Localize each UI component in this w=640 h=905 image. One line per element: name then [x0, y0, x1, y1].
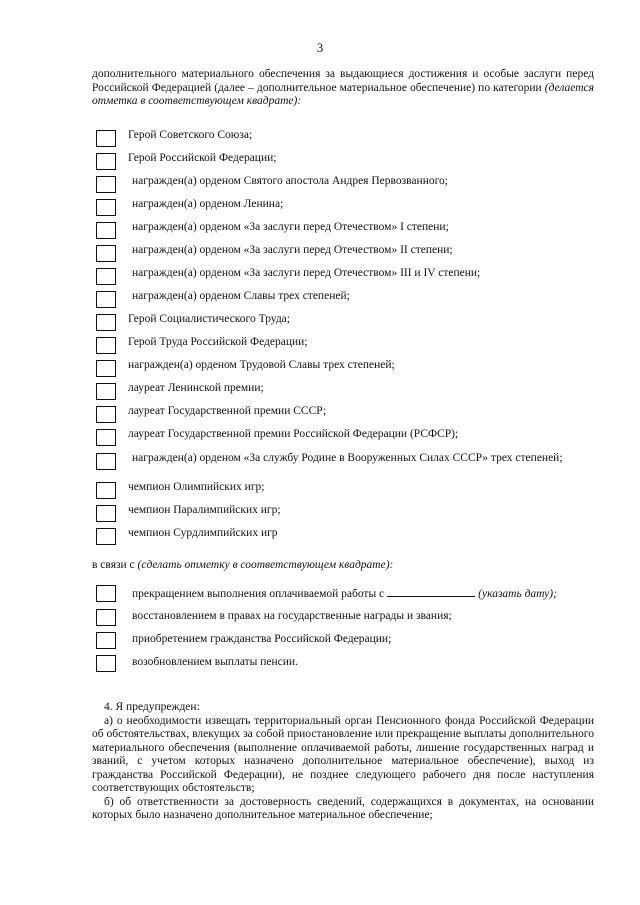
- section-4-heading: 4. Я предупрежден:: [104, 701, 200, 713]
- reason-checkbox[interactable]: [96, 655, 116, 672]
- category-checkbox[interactable]: [96, 406, 116, 423]
- category-checkbox[interactable]: [96, 245, 116, 262]
- section-4-item-b: б) об ответственности за достоверность сведений, содержащихся в документах, на основании которых было назначено дополнительное материальное обеспечение;: [92, 795, 594, 821]
- category-label: награжден(а) орденом «За заслуги перед Отечеством» II степени;: [132, 244, 453, 256]
- category-item: [0, 220, 640, 242]
- reason-item: [0, 585, 640, 607]
- reason-label: [132, 586, 557, 600]
- reason-label: возобновлением выплаты пенсии.: [132, 656, 298, 668]
- date-blank[interactable]: [387, 586, 475, 597]
- category-item: [0, 451, 640, 473]
- reason-suffix: (указать дату);: [478, 588, 557, 600]
- category-checkbox[interactable]: [96, 337, 116, 354]
- category-checkbox[interactable]: [96, 505, 116, 522]
- category-item: [0, 174, 640, 196]
- reason-item: [0, 655, 640, 677]
- reason-item: [0, 609, 640, 631]
- category-checkbox[interactable]: [96, 314, 116, 331]
- reason-text: прекращением выполнения оплачиваемой работы с: [132, 588, 385, 600]
- category-checkbox[interactable]: [96, 268, 116, 285]
- category-checkbox[interactable]: [96, 130, 116, 147]
- reason-note: (сделать отметку в соответствующем квадрате):: [137, 559, 394, 571]
- category-label: Герой Российской Федерации;: [128, 152, 277, 164]
- category-label: чемпион Олимпийских игр;: [128, 481, 265, 493]
- reason-label: восстановлением в правах на государственные награды и звания;: [132, 610, 452, 622]
- category-label: чемпион Паралимпийских игр;: [128, 504, 281, 516]
- category-item: [0, 503, 640, 525]
- category-checkbox[interactable]: [96, 482, 116, 499]
- category-label: награжден(а) орденом Святого апостола Андрея Первозванного;: [132, 175, 448, 187]
- reason-checkbox[interactable]: [96, 585, 116, 602]
- category-label: Герой Советского Союза;: [128, 129, 253, 141]
- intro-paragraph: [92, 68, 594, 109]
- category-item: [0, 358, 640, 380]
- intro-note: (делается отметка в соответствующем квадрате):: [92, 81, 594, 107]
- category-item: [0, 427, 640, 449]
- category-checkbox[interactable]: [96, 153, 116, 170]
- category-item: [0, 243, 640, 265]
- category-item: [0, 151, 640, 173]
- category-item: [0, 266, 640, 288]
- category-label: награжден(а) орденом «За заслуги перед Отечеством» III и IV степени;: [132, 267, 481, 279]
- category-checkbox[interactable]: [96, 291, 116, 308]
- section-4-item-a: а) о необходимости извещать территориальный орган Пенсионного фонда Российской Федерации об обстоятельствах, влекущих за собой приостановление или прекращение выплаты дополнительного материального обеспечения (выполнение оплачиваемой работы, лишение государственных наград и званий, с учетом которых назначено дополнительное материальное обеспечение), выход из гражданства Российской Федерации), не позднее следующего рабочего дня после наступления соответствующих обстоятельств;: [92, 714, 594, 794]
- category-item: [0, 335, 640, 357]
- category-item: [0, 289, 640, 311]
- category-checkbox[interactable]: [96, 360, 116, 377]
- category-label: лауреат Государственной премии СССР;: [128, 405, 327, 417]
- category-checkbox[interactable]: [96, 176, 116, 193]
- category-item: [0, 312, 640, 334]
- reason-label: приобретением гражданства Российской Федерации;: [132, 633, 392, 645]
- category-label: лауреат Ленинской премии;: [128, 382, 264, 394]
- category-label: награжден(а) орденом Славы трех степеней;: [132, 290, 350, 302]
- category-label: награжден(а) орденом «За заслуги перед Отечеством» I степени;: [132, 221, 449, 233]
- category-item: [0, 526, 640, 548]
- category-checkbox[interactable]: [96, 222, 116, 239]
- category-label: награжден(а) орденом «За службу Родине в Вооруженных Силах СССР» трех степеней;: [132, 452, 563, 464]
- reason-heading: [92, 559, 393, 571]
- category-item: [0, 480, 640, 502]
- category-checkbox[interactable]: [96, 453, 116, 470]
- section-4: [92, 701, 594, 823]
- reason-checkbox[interactable]: [96, 632, 116, 649]
- reason-item: [0, 632, 640, 654]
- category-item: [0, 197, 640, 219]
- category-checkbox[interactable]: [96, 429, 116, 446]
- reason-prefix: в связи с: [92, 559, 138, 571]
- category-item: [0, 404, 640, 426]
- category-label: Герой Социалистического Труда;: [128, 313, 290, 325]
- category-label: награжден(а) орденом Трудовой Славы трех степеней;: [128, 359, 395, 371]
- reason-checkbox[interactable]: [96, 609, 116, 626]
- category-item: [0, 128, 640, 150]
- category-item: [0, 381, 640, 403]
- category-label: Герой Труда Российской Федерации;: [128, 336, 308, 348]
- category-checkbox[interactable]: [96, 199, 116, 216]
- category-label: лауреат Государственной премии Российской Федерации (РСФСР);: [128, 428, 459, 440]
- category-label: награжден(а) орденом Ленина;: [132, 198, 284, 210]
- category-label: чемпион Сурдлимпийских игр: [128, 527, 278, 539]
- category-checkbox[interactable]: [96, 383, 116, 400]
- intro-text: дополнительного материального обеспечения за выдающиеся достижения и особые заслуги перед Российской Федерацией (далее – дополнительное материальное обеспечение) по категории: [92, 68, 594, 94]
- page-number: 3: [316, 40, 324, 55]
- category-checkbox[interactable]: [96, 528, 116, 545]
